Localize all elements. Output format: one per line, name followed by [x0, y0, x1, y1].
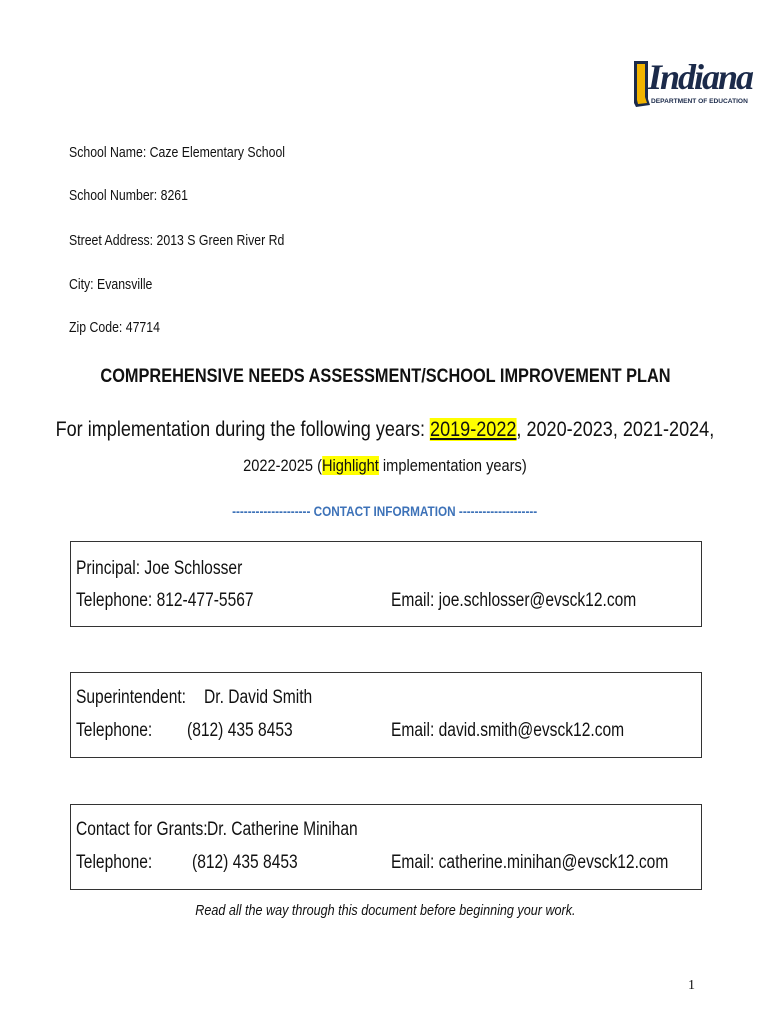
superintendent-name: Dr. David Smith — [204, 687, 313, 708]
superintendent-email: Email: david.smith@evsck12.com — [391, 720, 625, 741]
superintendent-telephone: (812) 435 8453 — [187, 720, 293, 741]
page-number: 1 — [688, 978, 695, 993]
grants-contact-name: Dr. Catherine Minihan — [207, 819, 358, 840]
contact-information-heading: -------------------- CONTACT INFORMATION -------------------- — [232, 503, 538, 519]
city: City: Evansville — [69, 276, 153, 293]
zip-code: Zip Code: 47714 — [69, 319, 160, 336]
indiana-doe-logo — [632, 57, 753, 113]
instruction-note: Read all the way through this document before beginning your work. — [194, 902, 576, 919]
logo-wordmark: Indiana — [648, 57, 753, 97]
superintendent-label: Superintendent: — [76, 687, 187, 708]
principal-contact-box — [70, 541, 702, 627]
grants-contact-box — [70, 804, 702, 890]
grants-telephone-label: Telephone: — [76, 852, 153, 873]
school-number: School Number: 8261 — [69, 187, 188, 204]
page-title: COMPREHENSIVE NEEDS ASSESSMENT/SCHOOL IMPROVEMENT PLAN — [99, 366, 671, 387]
principal-name: Principal: Joe Schlosser — [76, 558, 243, 579]
principal-telephone: Telephone: 812-477-5567 — [76, 590, 254, 611]
school-name: School Name: Caze Elementary School — [69, 144, 286, 161]
grants-email: Email: catherine.minihan@evsck12.com — [391, 852, 669, 873]
grants-telephone: (812) 435 8453 — [192, 852, 298, 873]
implementation-years-line-2: 2022-2025 (Highlight implementation years) — [243, 456, 527, 475]
street-address: Street Address: 2013 S Green River Rd — [69, 232, 285, 249]
superintendent-telephone-label: Telephone: — [76, 720, 153, 741]
logo-subtitle: DEPARTMENT OF EDUCATION — [651, 98, 748, 105]
principal-email: Email: joe.schlosser@evsck12.com — [391, 590, 637, 611]
implementation-years-line-1: For implementation during the following years: 2019-2022, 2020-2023, 2021-2024, — [55, 418, 715, 441]
highlight-word: Highlight — [322, 456, 379, 475]
highlighted-year: 2019-2022 — [430, 418, 517, 441]
superintendent-contact-box — [70, 672, 702, 758]
grants-contact-label: Contact for Grants: — [76, 819, 208, 840]
